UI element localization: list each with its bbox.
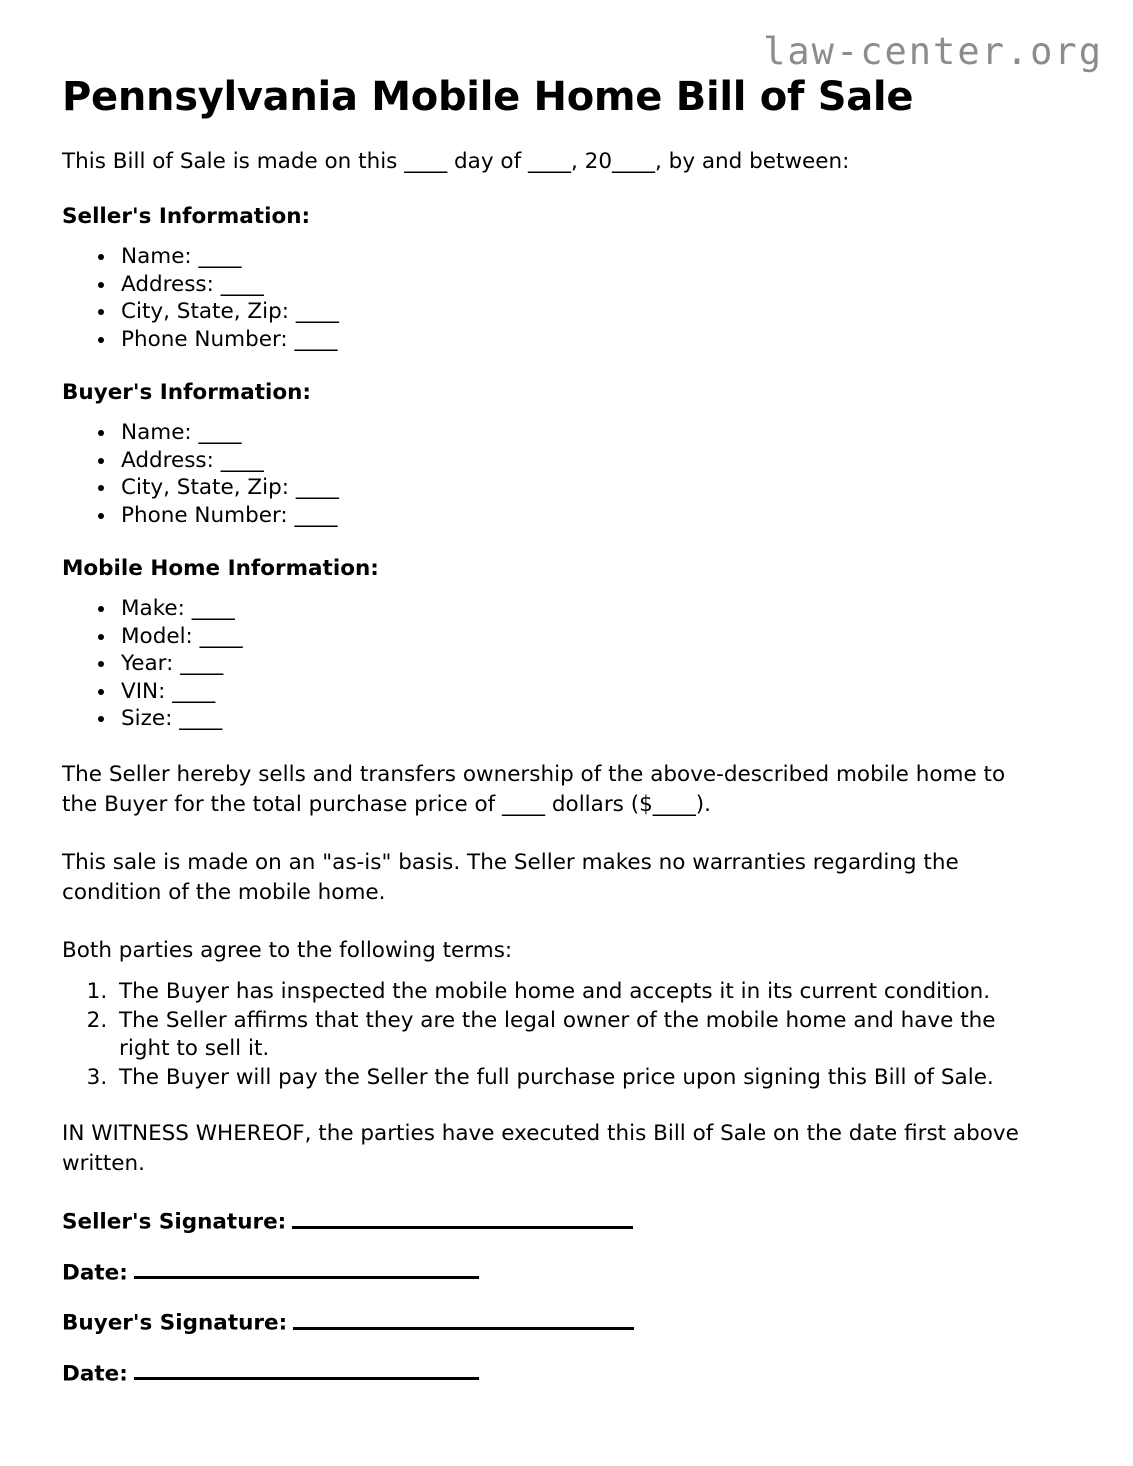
page-title: Pennsylvania Mobile Home Bill of Sale: [62, 74, 914, 120]
mobile-home-field-list: [62, 583, 1035, 733]
transfer-paragraph: The Seller hereby sells and transfers ownership of the above-described mobile home to the Buyer for the total purchase price of ____ dollars ($____).: [62, 761, 1006, 818]
list-item: • Model: ____: [117, 623, 1035, 651]
signature-block: [62, 1180, 1035, 1388]
buyer-field-list: [62, 407, 1035, 529]
seller-signature-row: [62, 1208, 1035, 1237]
list-item: • Size: ____: [117, 705, 1035, 733]
buyer-signature-line[interactable]: [293, 1309, 634, 1330]
terms-intro-paragraph: Both parties agree to the following terms:: [62, 937, 513, 963]
as-is-paragraph: This sale is made on an "as-is" basis. The Seller makes no warranties regarding the condition of the mobile home.: [62, 849, 959, 906]
buyer-date-line[interactable]: [134, 1360, 479, 1381]
witness-paragraph: IN WITNESS WHEREOF, the parties have executed this Bill of Sale on the date first above written.: [62, 1120, 1019, 1177]
mobile-home-information-heading: Mobile Home Information:: [62, 556, 379, 582]
list-item: 1. The Buyer has inspected the mobile home and accepts it in its current condition.: [114, 978, 1035, 1006]
terms-list: [62, 966, 1035, 1092]
site-watermark: law-center.org: [763, 30, 1103, 73]
list-item: • Address: ____: [117, 271, 1035, 299]
list-item: • Address: ____: [117, 447, 1035, 475]
buyer-date-row: [62, 1338, 1035, 1389]
list-item: • Make: ____: [117, 595, 1035, 623]
list-item: • Year: ____: [117, 650, 1035, 678]
buyer-date-label: Date:: [62, 1361, 128, 1387]
intro-paragraph: This Bill of Sale is made on this ____ day of ____, 20____, by and between:: [62, 148, 850, 174]
seller-date-line[interactable]: [134, 1259, 479, 1280]
seller-signature-line[interactable]: [292, 1208, 633, 1229]
list-item: • Name: ____: [117, 243, 1035, 271]
list-item: • City, State, Zip: ____: [117, 298, 1035, 326]
list-item: • Phone Number: ____: [117, 502, 1035, 530]
seller-date-row: [62, 1237, 1035, 1288]
buyer-signature-row: [62, 1287, 1035, 1338]
list-item: 2. The Seller affirms that they are the legal owner of the mobile home and have the right to sell it.: [114, 1007, 1035, 1064]
buyer-information-heading: Buyer's Information:: [62, 380, 312, 406]
list-item: 3. The Buyer will pay the Seller the full purchase price upon signing this Bill of Sale.: [114, 1064, 1035, 1092]
seller-signature-label: Seller's Signature:: [62, 1209, 287, 1235]
list-item: • VIN: ____: [117, 678, 1035, 706]
list-item: • Name: ____: [117, 419, 1035, 447]
list-item: • City, State, Zip: ____: [117, 474, 1035, 502]
buyer-signature-label: Buyer's Signature:: [62, 1310, 288, 1336]
seller-information-heading: Seller's Information:: [62, 204, 311, 230]
seller-field-list: [62, 231, 1035, 353]
list-item: • Phone Number: ____: [117, 326, 1035, 354]
seller-date-label: Date:: [62, 1260, 128, 1286]
